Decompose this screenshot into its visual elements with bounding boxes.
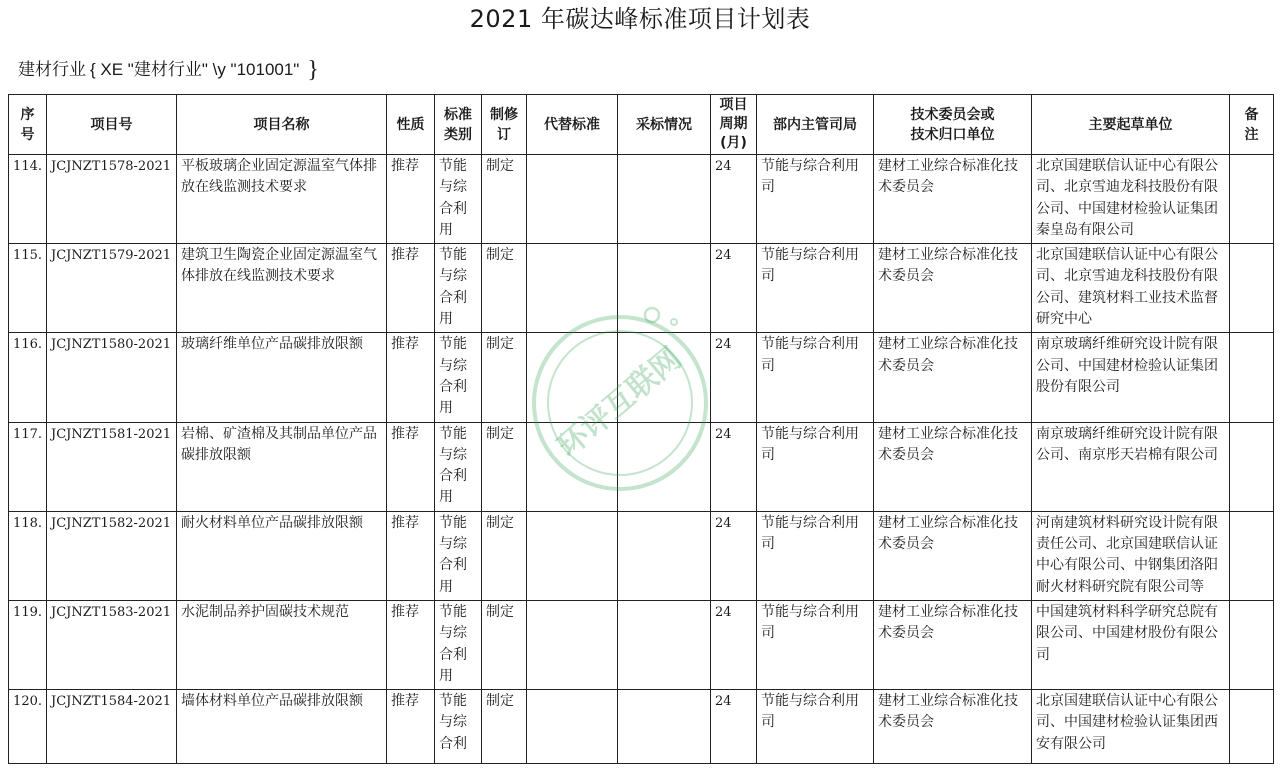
cell-mod: 制定 [482,333,527,422]
cell-drafter: 南京玻璃纤维研究设计院有限公司、中国建材检验认证集团股份有限公司 [1032,333,1230,422]
header-mod: 制修订 [482,95,527,155]
cell-name: 平板玻璃企业固定源温室气体排放在线监测技术要求 [177,155,387,244]
cell-adopt [618,244,711,333]
cell-type: 节能与综合利用 [435,600,482,689]
cell-mod: 制定 [482,600,527,689]
cell-dept: 节能与综合利用司 [757,155,874,244]
header-type: 标准类别 [435,95,482,155]
cell-note [1230,155,1274,244]
sector-label: 建材行业 [18,60,86,80]
cell-note [1230,690,1274,764]
cell-committee: 建材工业综合标准化技术委员会 [874,422,1032,511]
header-nature: 性质 [387,95,435,155]
cell-nature: 推荐 [387,244,435,333]
cell-replace [527,155,618,244]
cell-adopt [618,690,711,764]
cell-mod: 制定 [482,422,527,511]
cell-dept: 节能与综合利用司 [757,244,874,333]
cell-committee: 建材工业综合标准化技术委员会 [874,600,1032,689]
cell-note [1230,333,1274,422]
cell-replace [527,690,618,764]
cell-replace [527,244,618,333]
header-seq: 序号 [9,95,47,155]
table-row [9,155,1274,244]
cell-code: JCJNZT1582-2021 [47,511,177,600]
cell-adopt [618,422,711,511]
watermark-text: 环评互联网 [550,341,689,465]
cell-adopt [618,511,711,600]
header-dept: 部内主管司局 [757,95,874,155]
cell-committee: 建材工业综合标准化技术委员会 [874,155,1032,244]
cell-period: 24 [711,600,757,689]
cell-type: 节能与综合利用 [435,511,482,600]
cell-nature: 推荐 [387,155,435,244]
table-row [9,690,1274,764]
field-code: { XE "建材行业" \y "101001" [90,60,300,79]
cell-nature: 推荐 [387,511,435,600]
cell-adopt [618,600,711,689]
cell-seq: 115. [9,244,47,333]
cell-drafter: 北京国建联信认证中心有限公司、中国建材检验认证集团西安有限公司 [1032,690,1230,764]
header-name: 项目名称 [177,95,387,155]
table-row [9,333,1274,422]
cell-dept: 节能与综合利用司 [757,690,874,764]
cell-committee: 建材工业综合标准化技术委员会 [874,511,1032,600]
cell-replace [527,333,618,422]
cell-dept: 节能与综合利用司 [757,333,874,422]
cell-type: 节能与综合利用 [435,155,482,244]
cell-nature: 推荐 [387,422,435,511]
table-row [9,244,1274,333]
cell-period: 24 [711,155,757,244]
cell-drafter: 南京玻璃纤维研究设计院有限公司、南京彤天岩棉有限公司 [1032,422,1230,511]
cell-code: JCJNZT1579-2021 [47,244,177,333]
cell-code: JCJNZT1578-2021 [47,155,177,244]
cell-name: 玻璃纤维单位产品碳排放限额 [177,333,387,422]
cell-drafter: 河南建筑材料研究设计院有限责任公司、北京国建联信认证中心有限公司、中钢集团洛阳耐火材料研究院有限公司等 [1032,511,1230,600]
cell-seq: 119. [9,600,47,689]
cell-committee: 建材工业综合标准化技术委员会 [874,333,1032,422]
cell-name: 墙体材料单位产品碳排放限额 [177,690,387,764]
cell-name: 建筑卫生陶瓷企业固定源温室气体排放在线监测技术要求 [177,244,387,333]
cell-type: 节能与综合利用 [435,333,482,422]
cell-note [1230,511,1274,600]
cell-replace [527,600,618,689]
header-note: 备注 [1230,95,1274,155]
cell-seq: 117. [9,422,47,511]
cell-nature: 推荐 [387,690,435,764]
cell-committee: 建材工业综合标准化技术委员会 [874,244,1032,333]
cell-period: 24 [711,333,757,422]
cell-mod: 制定 [482,690,527,764]
page-title: 2021 年碳达峰标准项目计划表 [469,5,811,33]
cell-code: JCJNZT1580-2021 [47,333,177,422]
cell-replace [527,422,618,511]
cell-code: JCJNZT1584-2021 [47,690,177,764]
cell-seq: 118. [9,511,47,600]
header-adopt: 采标情况 [618,95,711,155]
cell-period: 24 [711,511,757,600]
table-row [9,422,1274,511]
cell-note [1230,244,1274,333]
cell-nature: 推荐 [387,600,435,689]
cell-mod: 制定 [482,511,527,600]
cell-mod: 制定 [482,155,527,244]
cell-drafter: 北京国建联信认证中心有限公司、北京雪迪龙科技股份有限公司、建筑材料工业技术监督研究中心 [1032,244,1230,333]
cell-dept: 节能与综合利用司 [757,600,874,689]
cell-type: 节能与综合利 [435,690,482,764]
cell-replace [527,511,618,600]
cell-type: 节能与综合利用 [435,244,482,333]
cell-code: JCJNZT1583-2021 [47,600,177,689]
cell-seq: 114. [9,155,47,244]
cell-dept: 节能与综合利用司 [757,422,874,511]
table-row [9,600,1274,689]
cell-committee: 建材工业综合标准化技术委员会 [874,690,1032,764]
table-header [9,95,1274,155]
cell-period: 24 [711,422,757,511]
cell-code: JCJNZT1581-2021 [47,422,177,511]
cell-dept: 节能与综合利用司 [757,511,874,600]
table-body [9,155,1274,764]
cell-period: 24 [711,244,757,333]
table-row [9,511,1274,600]
cell-period: 24 [711,690,757,764]
cell-type: 节能与综合利用 [435,422,482,511]
cell-name: 耐火材料单位产品碳排放限额 [177,511,387,600]
cell-seq: 120. [9,690,47,764]
field-brace: } [307,57,319,83]
header-drafter: 主要起草单位 [1032,95,1230,155]
cell-note [1230,600,1274,689]
header-row [9,95,1274,155]
cell-name: 水泥制品养护固碳技术规范 [177,600,387,689]
cell-mod: 制定 [482,244,527,333]
header-code: 项目号 [47,95,177,155]
cell-adopt [618,333,711,422]
header-committee: 技术委员会或技术归口单位 [874,95,1032,155]
header-replace: 代替标准 [527,95,618,155]
cell-nature: 推荐 [387,333,435,422]
sector-heading [18,58,319,82]
cell-adopt [618,155,711,244]
cell-drafter: 北京国建联信认证中心有限公司、北京雪迪龙科技股份有限公司、中国建材检验认证集团秦皇岛有限公司 [1032,155,1230,244]
cell-drafter: 中国建筑材料科学研究总院有限公司、中国建材股份有限公司 [1032,600,1230,689]
plan-table [8,94,1274,764]
cell-note [1230,422,1274,511]
header-period: 项目周期(月) [711,95,757,155]
cell-name: 岩棉、矿渣棉及其制品单位产品碳排放限额 [177,422,387,511]
cell-seq: 116. [9,333,47,422]
